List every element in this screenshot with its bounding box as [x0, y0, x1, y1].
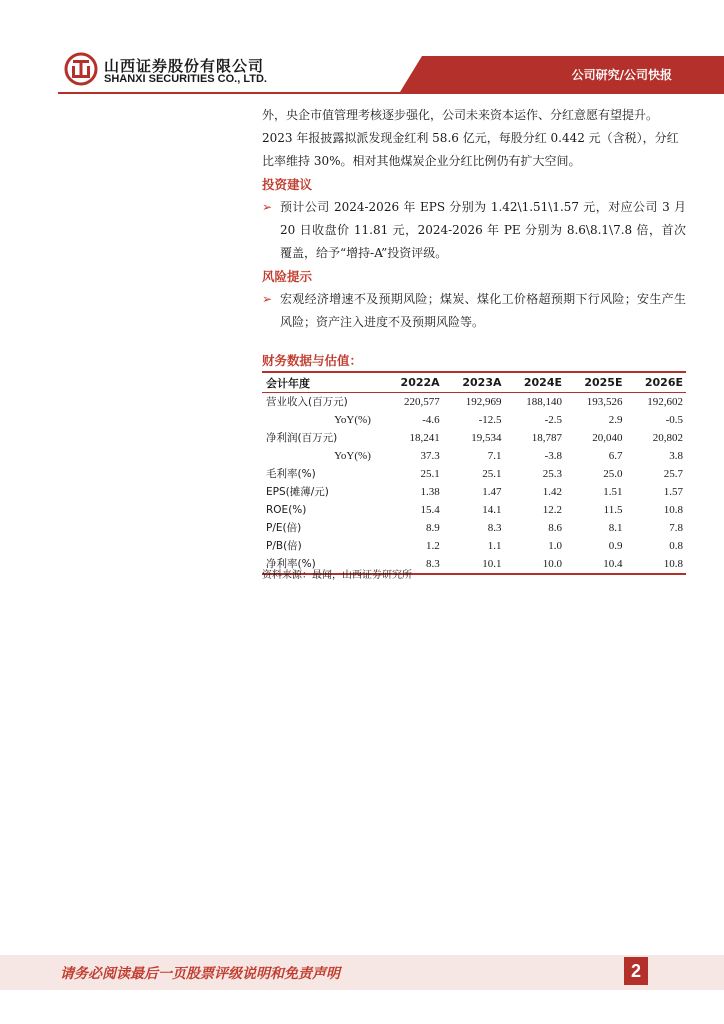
table-row-label: YoY(%) [334, 450, 371, 462]
table-cell: 8.3 [381, 555, 443, 574]
table-cell: 18,241 [409, 432, 440, 444]
intro-line: 外，央企市值管理考核逐步强化，公司未来资本运作、分红意愿有望提升。 [262, 108, 659, 122]
table-cell: 8.3 [487, 522, 502, 534]
table-row-label: 营业收入(百万元) [266, 396, 348, 408]
investment-text: 预计公司 2024-2026 年 EPS 分别为 1.42\1.51\1.57 元，对应公司 3 月 20 日收盘价 11.81 元，2024-2026 年 PE 分别为 8.6\8.1\7.8 倍，首次覆盖，给予“增持-A”投资评级。 [280, 200, 686, 260]
table-cell: 8.9 [425, 522, 440, 534]
table-header-cell: 2022A [381, 372, 443, 393]
company-name-en: SHANXI SECURITIES CO., LTD. [104, 73, 267, 85]
table-header-cell: 会计年度 [262, 372, 381, 393]
table-cell: -12.5 [478, 414, 502, 426]
table-cell: 10.1 [443, 555, 505, 574]
table-cell: 192,969 [465, 396, 502, 408]
table-cell: -3.8 [544, 450, 562, 462]
table-cell: 25.1 [482, 468, 502, 480]
intro-paragraph [262, 104, 686, 173]
table-cell: 19,534 [471, 432, 502, 444]
footer-disclaimer: 请务必阅读最后一页股票评级说明和免责声明 [60, 966, 340, 982]
investment-section-title: 投资建议 [262, 177, 313, 192]
table-cell: -0.5 [665, 414, 683, 426]
table-cell: 15.4 [420, 504, 440, 516]
table-cell: 37.3 [420, 450, 440, 462]
table-cell: 10.0 [505, 555, 565, 574]
table-cell: 220,577 [403, 396, 440, 408]
table-cell: 3.8 [669, 450, 683, 462]
table-cell: 10.8 [625, 555, 686, 574]
table-cell: 1.51 [603, 486, 623, 498]
table-cell: 1.57 [663, 486, 683, 498]
report-type-label: 公司研究/公司快报 [571, 68, 672, 82]
report-body [262, 104, 686, 334]
table-body [262, 393, 686, 575]
table-cell: 25.3 [542, 468, 562, 480]
table-row-label: 净利润(百万元) [266, 432, 338, 444]
table-cell: 1.42 [542, 486, 562, 498]
table-cell: 7.1 [487, 450, 502, 462]
page-number: 2 [624, 957, 648, 985]
table-row-label: 净利率(%) [262, 555, 381, 574]
table-row [262, 483, 686, 501]
table-cell: 2.9 [608, 414, 623, 426]
table-cell: -2.5 [544, 414, 562, 426]
table-cell: 25.0 [603, 468, 623, 480]
table-row [262, 519, 686, 537]
table-source: 资料来源：最闻，山西证券研究所 [262, 570, 412, 581]
table-cell: 25.7 [663, 468, 683, 480]
table-row-label: ROE(%) [266, 504, 307, 516]
table-cell: 20,802 [652, 432, 683, 444]
risk-bullet [262, 288, 686, 334]
table-row [262, 429, 686, 447]
table-cell: 1.1 [487, 540, 502, 552]
table-row [262, 411, 686, 429]
risk-text: 宏观经济增速不及预期风险；煤炭、煤化工价格超预期下行风险；安生产生风险；资产注入进度不及预期风险等。 [280, 292, 686, 329]
table-row-label: YoY(%) [334, 414, 371, 426]
intro-line: 2023 年报披露拟派发现金红利 58.6 亿元，每股分红 0.442 元（含税），分红 [262, 131, 679, 145]
table-cell: 20,040 [592, 432, 623, 444]
table-row [262, 465, 686, 483]
table-cell: 10.8 [663, 504, 683, 516]
table-cell: 1.2 [425, 540, 440, 552]
table-row-label: 毛利率(%) [266, 468, 316, 480]
table-cell: 192,602 [647, 396, 683, 408]
company-name-cn: 山西证券股份有限公司 [104, 57, 265, 75]
investment-bullet [262, 196, 686, 265]
table-cell: 1.47 [482, 486, 502, 498]
table-cell: 1.38 [420, 486, 440, 498]
table-cell: 10.4 [565, 555, 625, 574]
arrow-bullet-icon: ➢ [262, 292, 273, 306]
table-header-row [262, 372, 686, 393]
table-row-label: P/B(倍) [266, 540, 302, 552]
arrow-bullet-icon: ➢ [262, 200, 273, 214]
table-cell: 14.1 [482, 504, 502, 516]
intro-line: 比率维持 30%。相对其他煤炭企业分红比例仍有扩大空间。 [262, 154, 581, 168]
table-cell: 25.1 [420, 468, 440, 480]
table-cell: 12.2 [542, 504, 562, 516]
table-cell: 18,787 [531, 432, 562, 444]
header-rule [58, 92, 724, 94]
table-cell: 11.5 [603, 504, 623, 516]
table-cell: 8.6 [548, 522, 562, 534]
table-cell: 188,140 [526, 396, 562, 408]
table-header-cell: 2023A [443, 372, 505, 393]
table-header-cell: 2025E [565, 372, 625, 393]
table-row [262, 537, 686, 555]
company-logo-icon [64, 52, 98, 86]
table-row-label: EPS(摊薄/元) [266, 486, 329, 498]
table-row [262, 447, 686, 465]
table-title: 财务数据与估值： [262, 353, 363, 368]
table-cell: 7.8 [669, 522, 683, 534]
table-header-cell: 2026E [625, 372, 686, 393]
table-row-label: P/E(倍) [266, 522, 302, 534]
table-cell: 8.1 [608, 522, 623, 534]
table-cell: 0.9 [608, 540, 623, 552]
table-cell: 193,526 [586, 396, 623, 408]
table-cell: 6.7 [608, 450, 623, 462]
table-row [262, 393, 686, 412]
financial-table [262, 371, 686, 575]
table-cell: 0.8 [669, 540, 683, 552]
table-header-cell: 2024E [505, 372, 565, 393]
table-row [262, 501, 686, 519]
table-cell: 1.0 [548, 540, 562, 552]
table-cell: -4.6 [422, 414, 440, 426]
risk-section-title: 风险提示 [262, 269, 313, 284]
